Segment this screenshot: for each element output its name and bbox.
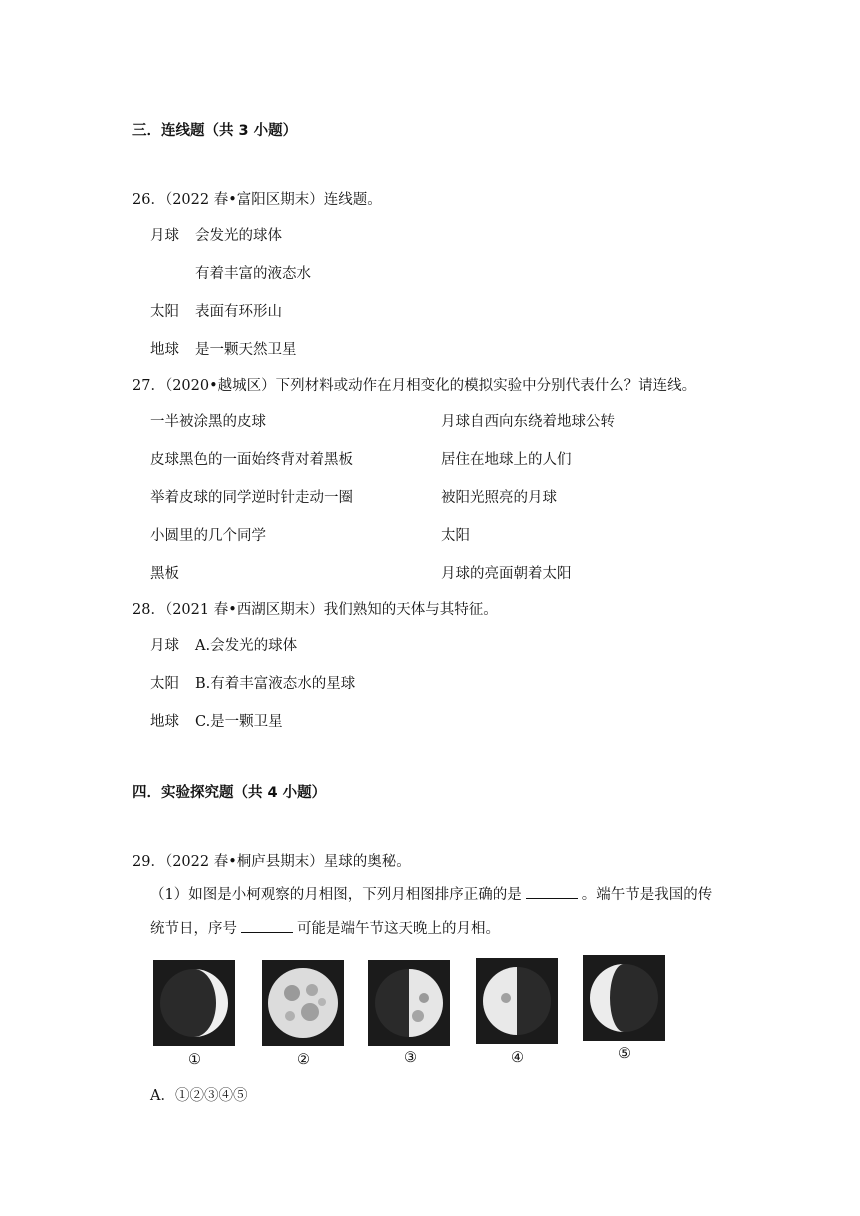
q28-left-2: 太阳 [150,676,179,692]
q27-right-2: 居住在地球上的人们 [441,452,572,468]
q28-left-1: 月球 [150,638,179,654]
q29-sub1-line2 [150,918,500,939]
q26-right-2: 有着丰富的液态水 [195,266,311,282]
q26-left-3: 太阳 [150,304,179,320]
answer-blank-1[interactable] [526,884,578,899]
q26-right-1: 会发光的球体 [195,228,282,244]
moon-phase-image-5 [583,955,665,1041]
section-4-title: 四．实验探究题（共 4 小题） [132,785,327,801]
q26-left-4: 地球 [150,342,179,358]
q28-right-2: B.有着丰富液态水的星球 [195,676,356,692]
q29-sub1-text-a: （1）如图是小柯观察的月相图，下列月相图排序正确的是 [150,887,522,903]
q27-left-2: 皮球黑色的一面始终背对着黑板 [150,452,353,468]
moon-label-2: ② [297,1052,310,1068]
moon-phase-image-1 [153,960,235,1046]
q28-stem: 28．（2021 春•西湖区期末）我们熟知的天体与其特征。 [132,602,498,618]
q28-right-1: A.会发光的球体 [195,638,298,654]
q26-right-4: 是一颗天然卫星 [195,342,297,358]
q27-left-1: 一半被涂黑的皮球 [150,414,266,430]
q26-stem: 26．（2022 春•富阳区期末）连线题。 [132,192,382,208]
q29-sub1-text-b: 。端午节是我国的传 [581,887,713,903]
q27-right-3: 被阳光照亮的月球 [441,490,557,506]
moon-phase-image-3 [368,960,450,1046]
moon-label-1: ① [188,1052,201,1068]
q29-sub1-line1 [150,884,712,905]
q27-right-1: 月球自西向东绕着地球公转 [441,414,615,430]
section-3-title: 三．连线题（共 3 小题） [132,123,298,139]
q29-stem: 29．（2022 春•桐庐县期末）星球的奥秘。 [132,854,411,870]
moon-label-4: ④ [511,1050,524,1066]
q29-option-a[interactable]: A．①②③④⑤ [150,1088,248,1104]
q27-left-3: 举着皮球的同学逆时针走动一圈 [150,490,353,506]
q26-left-1: 月球 [150,228,179,244]
q27-right-5: 月球的亮面朝着太阳 [441,566,572,582]
q27-stem: 27．（2020•越城区）下列材料或动作在月相变化的模拟实验中分别代表什么？请连线。 [132,378,697,394]
q28-left-3: 地球 [150,714,179,730]
q28-right-3: C.是一颗卫星 [195,714,283,730]
q27-right-4: 太阳 [441,528,470,544]
answer-blank-2[interactable] [241,918,293,933]
moon-phase-image-4 [476,958,558,1044]
q26-right-3: 表面有环形山 [195,304,282,320]
moon-phase-image-2 [262,960,344,1046]
q29-sub1-text-c: 统节日，序号 [150,921,237,937]
moon-label-3: ③ [404,1050,417,1066]
q27-left-4: 小圆里的几个同学 [150,528,266,544]
q29-sub1-text-d: 可能是端午节这天晚上的月相。 [297,921,500,937]
moon-label-5: ⑤ [618,1046,631,1062]
q27-left-5: 黑板 [150,566,179,582]
